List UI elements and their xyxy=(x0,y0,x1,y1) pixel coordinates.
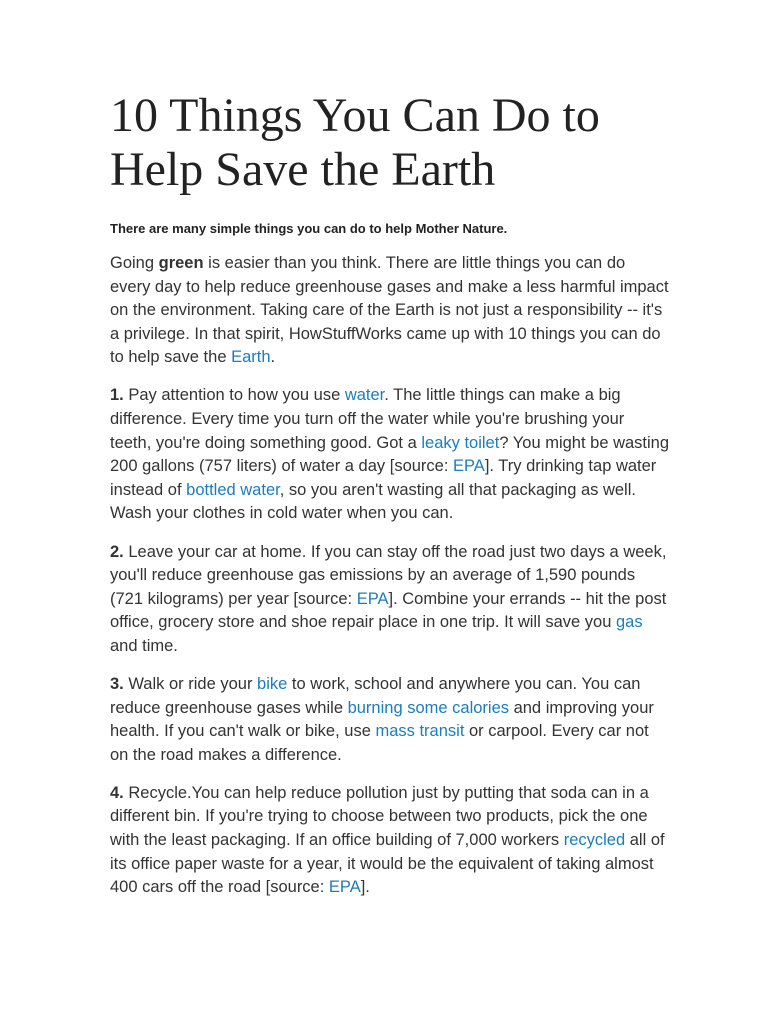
tip-1-paragraph: 1. Pay attention to how you use water. The little things can make a big difference. Every time you turn off the water while you're brushing your teeth, you're doing something good. Got a leaky toilet? You might be wasting 200 gallons (757 liters) of water a day [source: EPA]. Try drinking tap water instead of bottled water, so you aren't wasting all that packaging as well. Wash your clothes in cold water when you can. xyxy=(110,386,670,523)
gas-link[interactable]: gas xyxy=(615,613,643,632)
tip-1-number: 1. xyxy=(110,386,124,405)
epa-source-link[interactable]: EPA xyxy=(453,457,485,476)
article xyxy=(110,0,670,900)
bike-link[interactable]: bike xyxy=(257,675,288,693)
tip-3-number: 3. xyxy=(110,675,124,693)
tip-4-number: 4. xyxy=(110,783,124,802)
green-keyword: green xyxy=(158,254,204,272)
tip-4-paragraph: 4. Recycle.You can help reduce pollution just by putting that soda can in a different bin. If you're trying to choose between two products, pick the one with the least packaging. If an office building of 7,000 workers recycled all of its office paper waste for a year, it would be the equivalent of taking almost 400 cars off the road [source: EPA]. xyxy=(110,783,665,897)
tip-2-paragraph: 2. Leave your car at home. If you can stay off the road just two days a week, you'll reduce greenhouse gas emissions by an average of 1,590 pounds (721 kilograms) per year [source: EPA]. Combine your errands -- hit the post office, grocery store and shoe repair place in one trip. It will save you gas and time. xyxy=(110,542,667,655)
article-subtitle: There are many simple things you can do to help Mother Nature. xyxy=(110,221,508,236)
intro-paragraph: Going green is easier than you think. There are little things you can do every day to help reduce greenhouse gases and make a less harmful impact on the environment. Taking care of the Earth is not just a responsibility -- it's a privilege. In that spirit, HowStuffWorks came up with 10 things you can do to help save the Earth. xyxy=(110,254,669,367)
tip-2-number: 2. xyxy=(110,542,124,561)
epa-source-link[interactable]: EPA xyxy=(328,878,361,897)
earth-link[interactable]: Earth xyxy=(231,348,271,367)
tip-3-paragraph: 3. Walk or ride your bike to work, school and anywhere you can. You can reduce greenhouse gases while burning some calories and improving your health. If you can't walk or bike, use mass transit or carpool. Every car not on the road makes a difference. xyxy=(110,675,654,764)
recycled-link[interactable]: recycled xyxy=(563,831,626,850)
water-link[interactable]: water xyxy=(344,386,385,405)
leaky-toilet-link[interactable]: leaky toilet xyxy=(421,433,500,452)
bottled-water-link[interactable]: bottled water xyxy=(186,480,280,499)
article-title: 10 Things You Can Do to Help Save the Earth xyxy=(110,89,600,196)
burning-calories-link[interactable]: burning some calories xyxy=(347,698,509,717)
epa-source-link[interactable]: EPA xyxy=(356,589,389,608)
mass-transit-link[interactable]: mass transit xyxy=(375,722,465,741)
